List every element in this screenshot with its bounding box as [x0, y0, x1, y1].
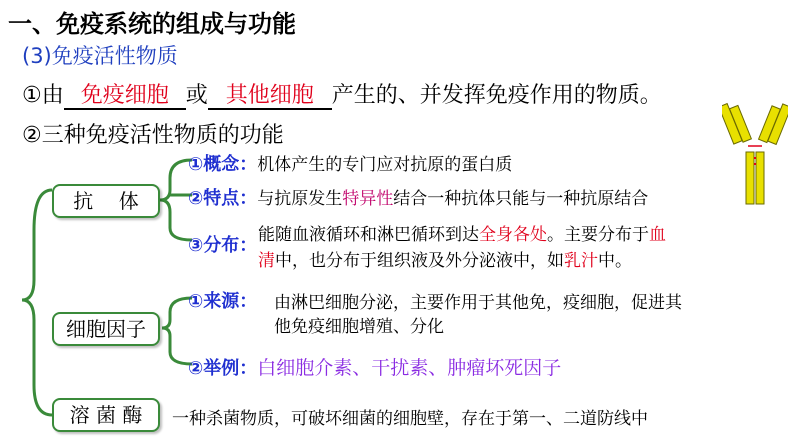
dist-line2-highlight: 清: [258, 251, 275, 271]
feature-label: ②特点：: [188, 188, 258, 209]
antibody-box: [52, 184, 160, 218]
dist-line1-highlight2: 血: [649, 225, 666, 245]
source-line-1: 由淋巴细胞分泌，主要作用于其他免，疫细胞，促进其: [274, 293, 682, 313]
dist-line2-highlight2: 乳汁: [564, 251, 598, 271]
dist-line1-highlight: 全身各处: [479, 225, 547, 245]
dist-line1-post: 。主要分布于: [547, 225, 649, 245]
functions-heading: ②三种免疫活性物质的功能: [22, 123, 284, 148]
answer-blank-1: 免疫细胞: [64, 84, 186, 110]
page-title: 一、免疫系统的组成与功能: [8, 10, 296, 38]
lysozyme-label: 溶 菌 酶: [69, 403, 143, 427]
dist-line2-mid: 中，也分布于组织液及外分泌液中，如: [275, 251, 564, 271]
dist-line2-post: 中。: [598, 251, 632, 271]
antibody-concept-row: [188, 150, 512, 176]
lysozyme-box: [52, 398, 160, 432]
example-text: 白细胞介素、干扰素、肿瘤坏死因子: [257, 357, 562, 379]
antibody-dist-line-2: [258, 246, 632, 271]
antibody-feature-row: [188, 184, 648, 210]
antibody-dist-line-1: [258, 220, 666, 245]
answer-blank-2: 其他细胞: [208, 84, 332, 110]
antibody-label: 抗 体: [73, 189, 139, 213]
feature-pre: 与抗原发生: [257, 189, 343, 209]
concept-text: 机体产生的专门应对抗原的蛋白质: [257, 155, 513, 175]
concept-label: ①概念：: [188, 154, 258, 175]
cytokine-box: [52, 312, 160, 346]
example-label: ②举例：: [188, 358, 258, 379]
cytokine-example-row: [188, 353, 561, 380]
source-line-2: 他免疫细胞增殖、分化: [274, 317, 444, 337]
section-subtitle: (3)免疫活性物质: [22, 44, 178, 68]
definition-prefix: ①由: [22, 83, 64, 108]
cytokine-source-label-row: [188, 287, 257, 313]
antibody-dist-row-1: [188, 221, 258, 256]
source-label: ①来源：: [188, 291, 258, 312]
definition-middle: 或: [185, 83, 208, 108]
feature-post: 结合一种抗体只能与一种抗原结合: [393, 189, 649, 209]
cytokine-label: 细胞因子: [66, 317, 146, 341]
definition-suffix: 产生的、并发挥免疫作用的物质。: [331, 83, 662, 108]
dist-line1-pre: 能随血液循环和淋巴循环到达: [258, 225, 479, 245]
distribution-label: ③分布：: [188, 235, 258, 256]
lysozyme-text: 一种杀菌物质，可破坏细菌的细胞壁，存在于第一、二道防线中: [172, 409, 648, 429]
main-brace: [22, 190, 52, 415]
feature-highlight: 特异性: [342, 189, 394, 209]
antibody-icon: [722, 100, 788, 210]
